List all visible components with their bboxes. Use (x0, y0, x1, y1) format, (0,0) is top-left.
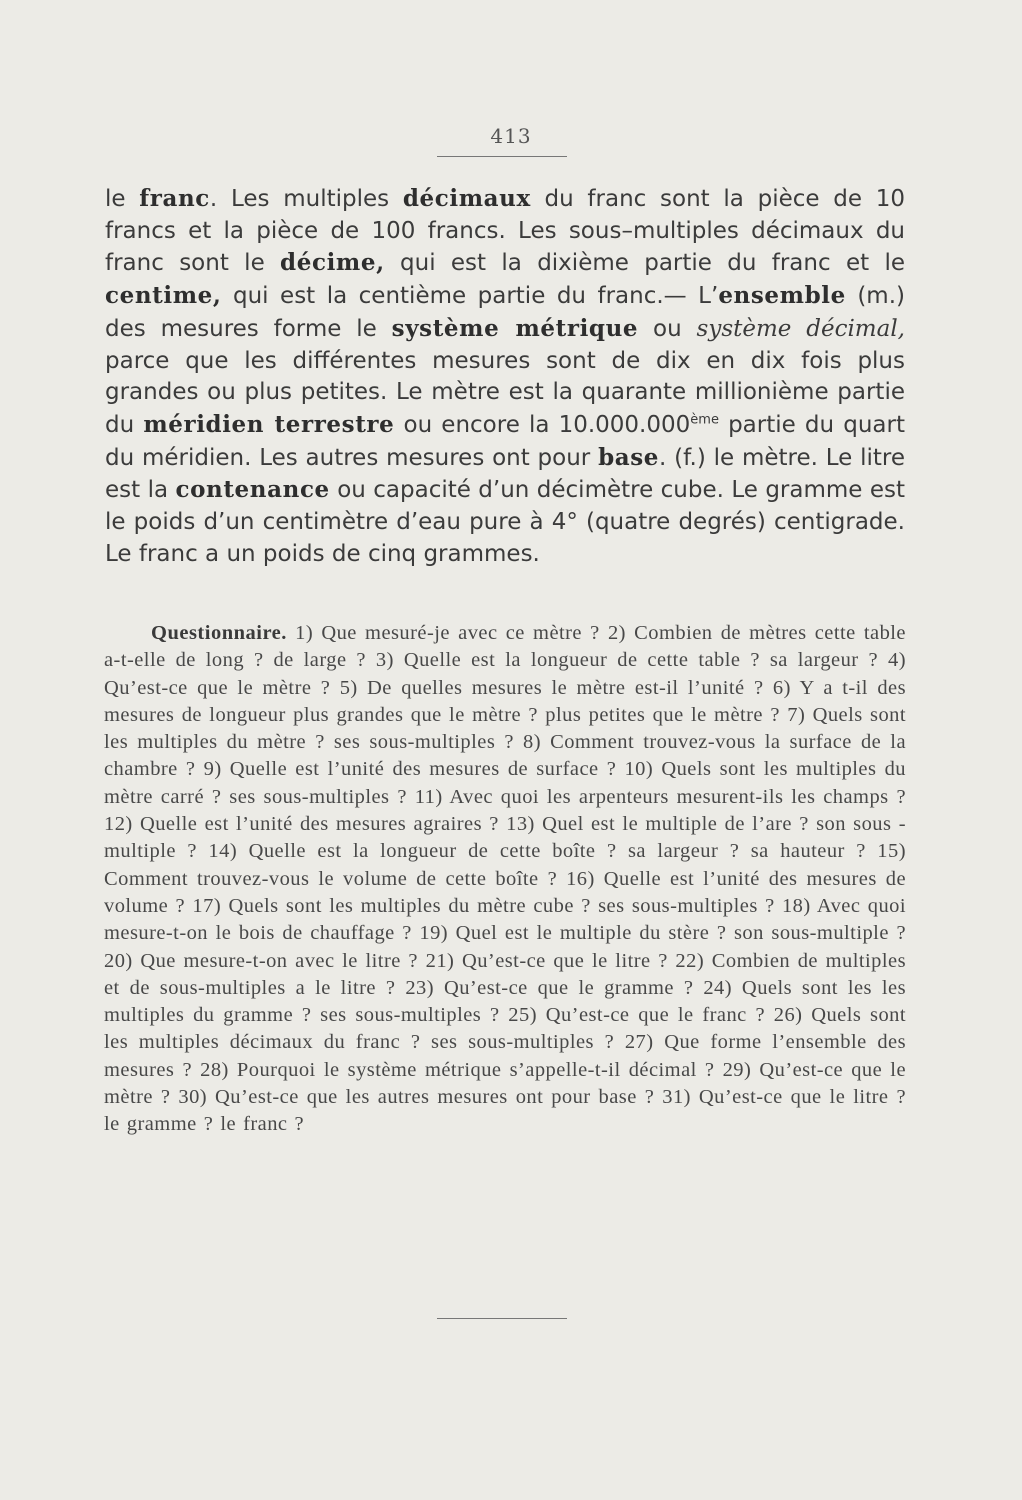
body-text: qui est la dixième partie du franc et le (384, 250, 905, 277)
body-text: ou (638, 315, 697, 342)
term-base: base (598, 443, 660, 471)
body-text: ou encore la 10.000.000 (394, 411, 691, 438)
term-contenance: contenance (175, 476, 330, 504)
body-text: qui est la centième partie du franc.— L’ (221, 283, 719, 310)
footer-rule (437, 1318, 567, 1319)
page-number: 413 (490, 124, 532, 148)
questionnaire (104, 620, 906, 1139)
term-decimaux: décimaux (402, 185, 531, 212)
questionnaire-text: 1) Que mesuré-je avec ce mètre ? 2) Combien de mètres cette table a-t-elle de long ? de large ? 3) Quelle est la longueur de cette table ? sa largeur ? 4) Qu’est-ce que le mètre ? 5) De quelles mesures le mètre est-il l’unité ? 6) Y a t-il des mesures de longueur plus grandes que le mètre ? plus petites que le mètre ? 7) Quels sont les multiples du mètre ? ses sous-multiples ? 8) Comment trouvez-vous la surface de la chambre ? 9) Quelle est l’unité des mesures de surface ? 10) Quels sont les multiples du mètre carré ? ses sous-multiples ? 11) Avec quoi les arpenteurs mesurent-ils les champs ? 12) Quelle est l’unité des mesures agraires ? 13) Quel est le multiple de l’are ? son sous - multiple ? 14) Quelle est la longueur de cette boîte ? sa largeur ? sa hauteur ? 15) Comment trouvez-vous le volume de cette boîte ? 16) Quelle est l’unité des mesures de volume ? 17) Quels sont les multiples du mètre cube ? ses sous-multiples ? 18) Avec quoi mesure-t-on le bois de chauffage ? 19) Quel est le multiple du stère ? son sous-multiple ? 20) Que mesure-t-on avec le litre ? 21) Qu’est-ce que le litre ? 22) Combien de multiples et de sous-multiples a le litre ? 23) Qu’est-ce que le gramme ? 24) Quels sont les les multiples du gramme ? ses sous-multiples ? 25) Qu’est-ce que le franc ? 26) Quels sont les multiples décimaux du franc ? ses sous-multiples ? 27) Que forme l’ensemble des mesures ? 28) Pourquoi le système métrique s’appelle-t-il décimal ? 29) Qu’est-ce que le mètre ? 30) Qu’est-ce que les autres mesures ont pour base ? 31) Qu’est-ce que le litre ? le gramme ? le franc ? (104, 622, 906, 1136)
body-text: du franc sont la pièce de 10 francs et la pièce de 100 francs. Les sous–multiples décimaux du franc sont le (105, 186, 905, 277)
body-text: parce que les différentes mesures sont de dix en dix fois plus grandes ou plus petites. Le mètre est la quarante millionième partie du (105, 347, 905, 438)
header-rule (437, 156, 567, 157)
body-text: . (f.) le mètre. Le litre est la (105, 444, 905, 504)
body-text: le (105, 186, 140, 212)
term-decime: décime, (280, 249, 385, 277)
term-systeme-decimal: système décimal, (696, 315, 905, 342)
term-systeme-metrique: système métrique (391, 314, 639, 342)
questionnaire-heading: Questionnaire. (151, 622, 287, 644)
body-text: partie du quart du méridien. Les autres mesures ont pour (105, 411, 905, 471)
term-centime: centime, (105, 282, 222, 310)
body-text: (m.) des mesures forme le (105, 283, 905, 342)
superscript-eme: ème (690, 412, 719, 428)
body-text: . Les multiples (209, 186, 403, 212)
body-text: ou capacité d’un décimètre cube. Le gramme est le poids d’un centimètre d’eau pure à 4° (quatre degrés) centigrade. Le franc a un poids de cinq grammes. (105, 477, 905, 567)
term-meridien-terrestre: méridien terrestre (143, 410, 395, 438)
body-paragraph (105, 183, 905, 570)
term-ensemble: ensemble (718, 282, 846, 310)
term-franc: franc (139, 185, 210, 212)
